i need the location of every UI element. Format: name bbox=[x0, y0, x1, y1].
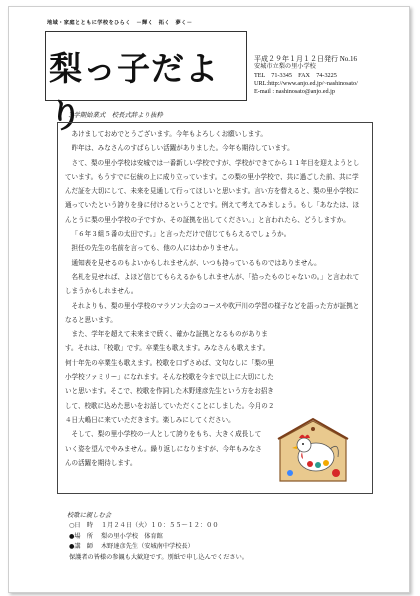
paragraph: 昨年は、みなさんのすばらしい活躍がありました。今年も期待しています。 bbox=[71, 144, 294, 153]
paragraph: また、学年を超えて未来まで続く、確かな証拠となるものがあります。それは、「校歌」です。卒業生も歌えます。みなさんも歌えます。何十年先の卒業生も歌えます。校歌を口ずさめば、文句なしに「梨の里小学校ファミリー」になれます。そんな校歌を今まで以上に大切にしたいと思います。そこで、校歌を作詞した木野達彦先生という方をお招きして、校歌に込めた思いをお話していただくことにしました。今月の２４日大嶋日に来ていただきます。楽しみにしてください。 bbox=[65, 330, 275, 424]
publication-info bbox=[254, 55, 358, 96]
paragraph: 担任の先生の名前を言っても、他の人にはわかりません。 bbox=[71, 244, 243, 253]
paragraph: それよりも、梨の里小学校のマラソン大会のコースや吹戸川の学習の様子などを語った方が証拠となると思います。 bbox=[65, 301, 360, 324]
rooster-ema-illustration bbox=[274, 415, 352, 485]
issue-date: 平成２９年１月１２日発行 No.16 bbox=[254, 55, 358, 63]
article-heading: ３学期始業式 校長式辞より抜粋 bbox=[67, 111, 163, 119]
event-note: 保護者の皆様の参観も大歓迎です。別紙で申し込んでください。 bbox=[69, 553, 248, 561]
newsletter-page bbox=[8, 6, 410, 593]
paragraph: 「６年３組５番の太田です。」と言っただけで信じてもらえるでしょうか。 bbox=[71, 230, 291, 239]
paragraph: 通知表を見せるのもよいかもしれませんが、いつも持っているものではありません。 bbox=[71, 258, 321, 267]
event-details bbox=[69, 521, 248, 563]
paragraph: さて、梨の里小学校は安城では一番新しい学校ですが、学校ができてから１１年目を迎えようとしています。もうすでに伝統の上に成り立っています。この梨の里小学校で、共に過ごした前、共に学んだ証を大切にして、未来を見通して行ってほしいと思います。言い方を替えると、梨の里小学校に通っていたという誇りを身に付けるということです。例えて考えてみましょう。もし「あなたは、ほんとうに梨の里小学校の子ですか、その証拠を出してください。」と言われたら、どうしますか。 bbox=[65, 158, 360, 224]
event-speaker-row: ●講 師 木野達彦先生（安城南中学校長） bbox=[69, 543, 194, 551]
event-place-row: ●場 所 梨の里小学校 体育館 bbox=[69, 532, 163, 540]
event-title: 校歌に親しむ会 bbox=[67, 512, 112, 519]
event-date-row: ○日 時 １月２４日（火）１０：５５～１２：００ bbox=[69, 522, 219, 529]
newsletter-title: 梨っ子だより bbox=[49, 49, 219, 135]
school-email: E-mail : nashinosato@anjo.ed.jp bbox=[254, 88, 335, 96]
paragraph: あけましておめでとうございます。今年もよろしくお願いします。 bbox=[71, 130, 267, 138]
paragraph: 名札を見せれば、よほど信じてもらえるかもしれませんが、「拾ったものじゃないの。」と言われてしまうかもしれません。 bbox=[65, 272, 360, 296]
school-url: URL:http://www.anjo.ed.jp/~nashinosato/ bbox=[254, 79, 358, 87]
tel-fax: TEL 71-3345 FAX 74-3225 bbox=[254, 71, 337, 79]
school-motto: 地域・家庭とともに学校をひらく －輝く 拓く 夢く－ bbox=[47, 20, 193, 26]
school-name: 安城市立梨の里小学校 bbox=[254, 63, 316, 71]
paragraph: そして、梨の里小学校の一人として誇りをもち、大きく成長していく姿を望んでやみません。繰り返しになりますが、今年もみなさんの活躍を期待します。 bbox=[65, 430, 262, 467]
